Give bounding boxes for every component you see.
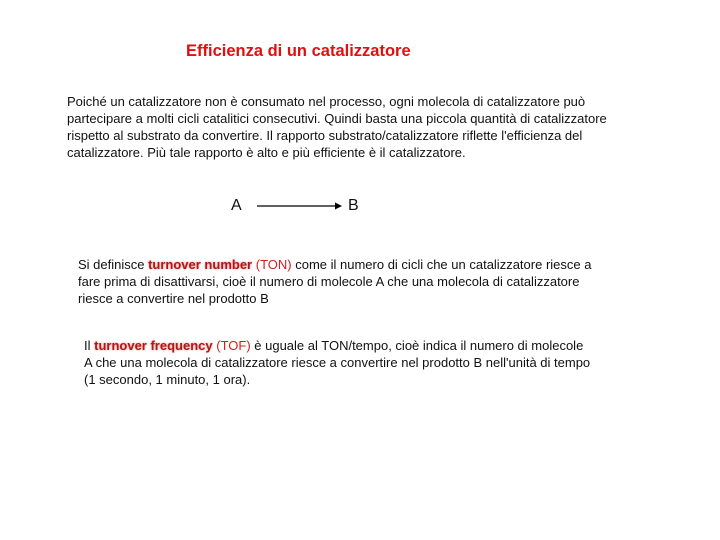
tof-definition: è uguale al TON/tempo, cioè indica il numero di molecole A che una molecola di catalizzatore riesce a convertire nel prodotto B nell'unità di tempo (1 secondo, 1 minuto, 1 ora). <box>84 338 591 387</box>
tof-paragraph <box>84 337 594 388</box>
tof-term: turnover frequency <box>94 338 213 353</box>
tof-abbr: (TOF) <box>216 338 251 353</box>
tof-prefix: Il <box>84 338 95 353</box>
ton-term: turnover number <box>148 257 253 272</box>
slide-title: Efficienza di un catalizzatore <box>186 42 411 60</box>
reaction-arrow-icon <box>257 198 343 214</box>
reactant-label: A <box>231 197 242 214</box>
ton-definition: come il numero di cicli che un catalizzatore riesce a fare prima di disattivarsi, cioè il numero di molecole A che una molecola di catalizzatore riesce a convertire nel prodotto B <box>78 257 592 306</box>
ton-paragraph <box>78 256 608 307</box>
ton-abbr: (TON) <box>255 257 292 272</box>
intro-paragraph: Poiché un catalizzatore non è consumato nel processo, ogni molecola di catalizzatore può partecipare a molti cicli catalitici consecutivi. Quindi basta una piccola quantità di catalizzatore rispetto al substrato da convertire. Il rapporto substrato/catalizzatore riflette l'efficienza del catalizzatore. Più tale rapporto è alto e più efficiente è il catalizzatore. <box>67 94 607 160</box>
ton-prefix: Si definisce <box>78 257 149 272</box>
product-label: B <box>348 197 359 214</box>
